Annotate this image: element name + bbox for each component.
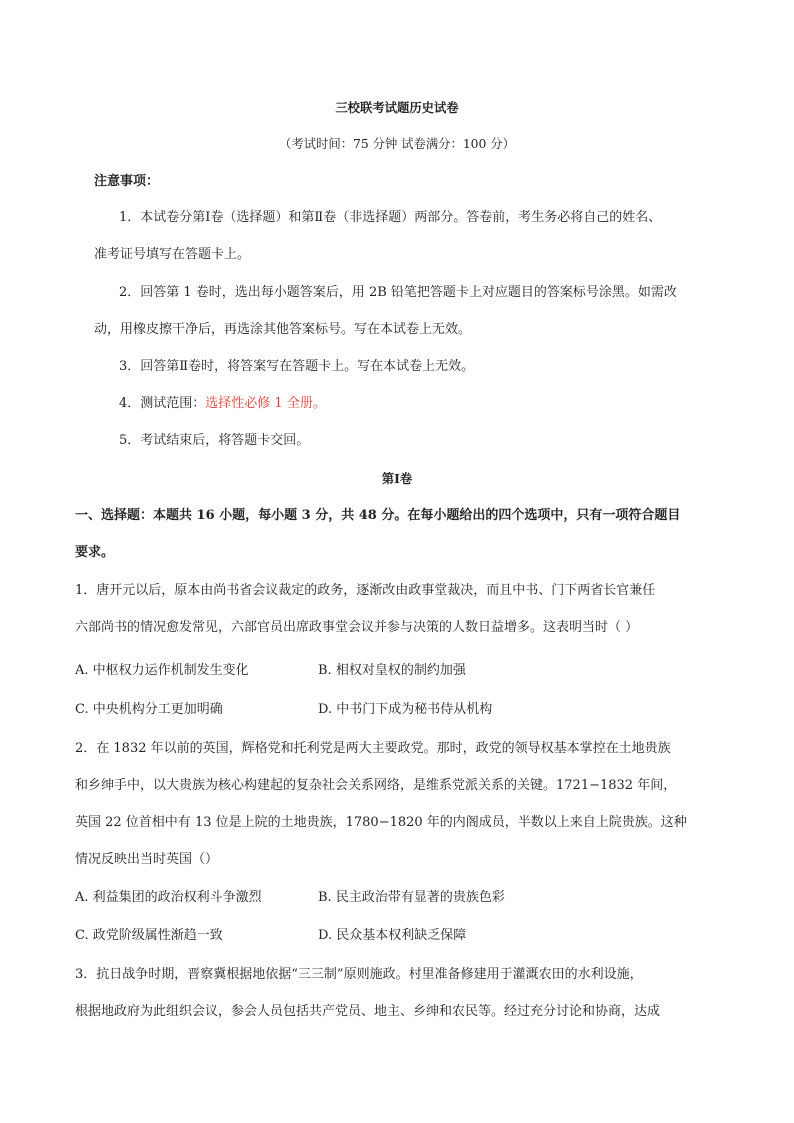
- question-1-option-c: C. 中央机构分工更加明确: [75, 702, 223, 717]
- notice-item-4: [119, 394, 326, 414]
- notice-item-1-line-2: 准考证号填写在答题卡上。: [94, 247, 251, 262]
- notice-item-1-line-1: 1．本试卷分第Ⅰ卷（选择题）和第Ⅱ卷（非选择题）两部分。答卷前，考生务必将自己的姓名、: [119, 210, 662, 225]
- exam-subtitle: （考试时间：75 分钟 试卷满分：100 分）: [279, 137, 515, 151]
- question-2-line-3: 英国 22 位首相中有 13 位是上院的土地贵族，1780−1820 年的内阁成员，半数以上来自上院贵族。这种: [75, 815, 687, 830]
- question-2-option-a: A. 利益集团的政治权利斗争激烈: [75, 890, 262, 905]
- question-2-line-1: 2．在 1832 年以前的英国，辉格党和托利党是两大主要政党。那时，政党的领导权基本掌控在土地贵族: [75, 741, 671, 756]
- exam-title: 三校联考试题历史试卷: [335, 100, 459, 115]
- question-2-option-b: B. 民主政治带有显著的贵族色彩: [318, 890, 505, 905]
- question-2-option-c: C. 政党阶级属性渐趋一致: [75, 928, 223, 943]
- notice-item-4-prefix: 4．测试范围：: [119, 396, 206, 411]
- question-1-line-1: 1．唐开元以后，原本由尚书省会议裁定的政务，逐渐改由政事堂裁决，而且中书、门下两省长官兼任: [75, 583, 656, 598]
- question-3-line-1: 3．抗日战争时期，晋察冀根据地依据“三三制”原则施政。村里准备修建用于灌溉农田的水利设施，: [75, 967, 643, 982]
- notice-item-3: 3．回答第Ⅱ卷时，将答案写在答题卡上。写在本试卷上无效。: [119, 359, 475, 374]
- section-instruction-line-1: 一、选择题：本题共 16 小题，每小题 3 分，共 48 分。在每小题给出的四个选项中，只有一项符合题目: [75, 508, 681, 523]
- notice-item-2-line-1: 2．回答第 1 卷时，选出每小题答案后，用 2B 铅笔把答题卡上对应题目的答案标号涂黑。如需改: [119, 285, 677, 300]
- notice-heading: 注意事项：: [94, 174, 160, 189]
- question-1-option-a: A. 中枢权力运作机制发生变化: [75, 663, 249, 678]
- question-3-line-2: 根据地政府为此组织会议，参会人员包括共产党员、地主、乡绅和农民等。经过充分讨论和协商，达成: [75, 1004, 661, 1019]
- question-2-line-2: 和乡绅手中，以大贵族为核心构建起的复杂社会关系网络，是维系党派关系的关键。1721−1832 年间，: [75, 778, 677, 793]
- notice-item-2-line-2: 动，用橡皮擦干净后，再选涂其他答案标号。写在本试卷上无效。: [94, 322, 472, 337]
- section-instruction-line-2: 要求。: [75, 545, 115, 560]
- question-2-line-4: 情况反映出当时英国（）: [75, 852, 219, 867]
- notice-item-5: 5．考试结束后，将答题卡交回。: [119, 433, 310, 448]
- question-2-option-d: D. 民众基本权利缺乏保障: [318, 928, 467, 943]
- question-1-option-d: D. 中书门下成为秘书侍从机构: [318, 702, 493, 717]
- question-1-option-b: B. 相权对皇权的制约加强: [318, 663, 466, 678]
- part-one-title: 第Ⅰ卷: [381, 471, 413, 486]
- question-1-line-2: 六部尚书的情况愈发常见，六部官员出席政事堂会议并参与决策的人数日益增多。这表明当时（ ）: [75, 620, 639, 635]
- test-scope-highlight: 选择性必修 1 全册。: [205, 396, 326, 411]
